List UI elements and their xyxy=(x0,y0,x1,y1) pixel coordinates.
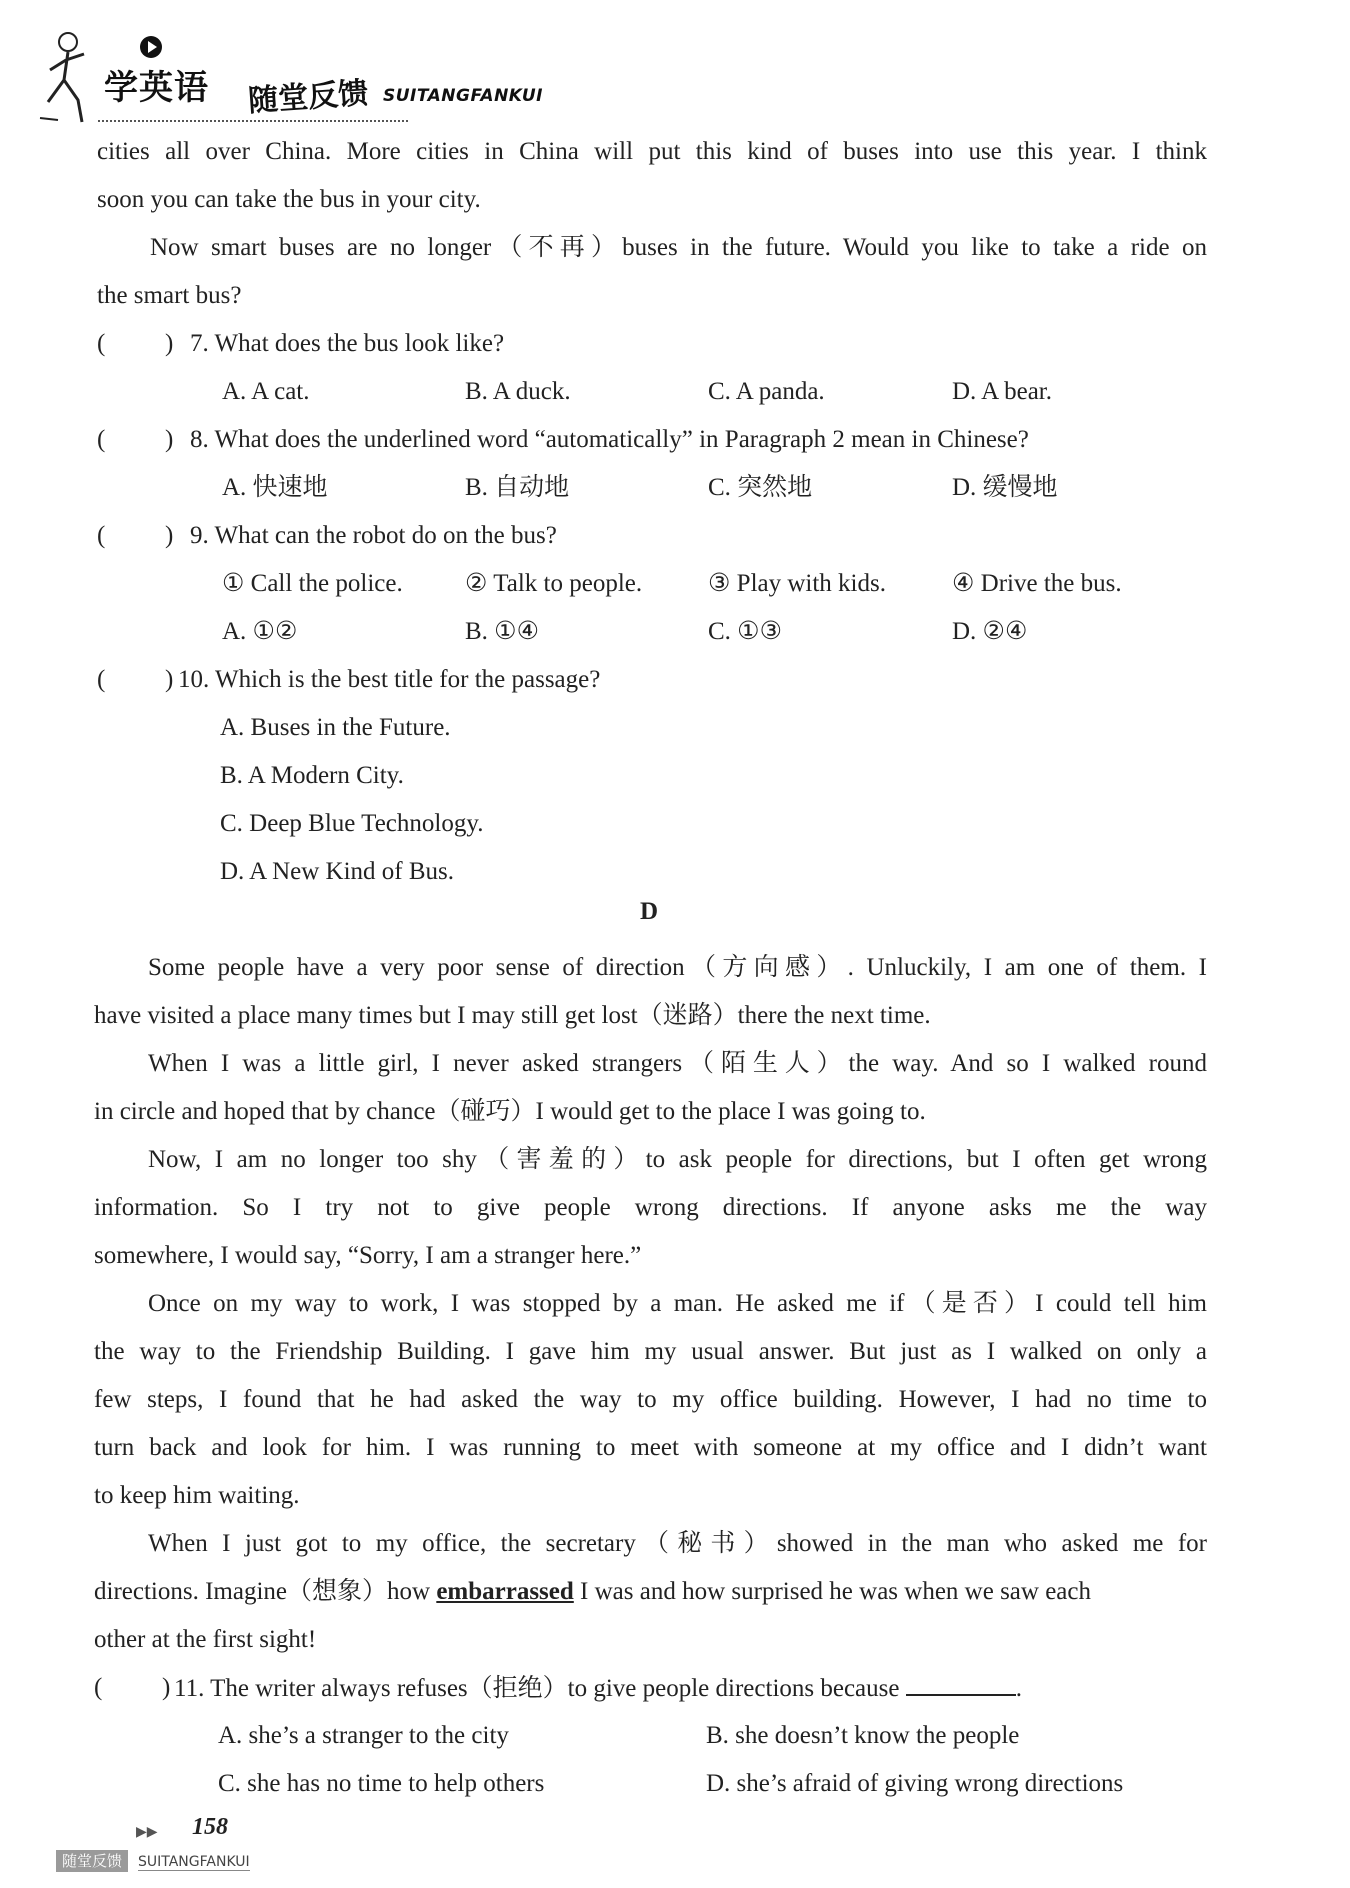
option-d: D. A bear. xyxy=(952,378,1052,405)
stem-end: . xyxy=(1015,1675,1022,1702)
text-line: Now smart buses are no longer（不再）buses in the future. Would you like to take a ride on xyxy=(150,234,1207,261)
answer-paren-open[interactable]: ( xyxy=(94,1674,103,1701)
arrow-icon: ▶▶ xyxy=(136,1824,158,1840)
brand-title: 学英语 xyxy=(104,68,209,108)
option-a: A. A cat. xyxy=(222,378,310,405)
answer-paren-open[interactable]: ( xyxy=(97,426,106,453)
text-line: to keep him waiting. xyxy=(94,1482,300,1509)
play-icon xyxy=(140,36,162,58)
answer-paren-open[interactable]: ( xyxy=(97,666,106,693)
option-b: B. A Modern City. xyxy=(220,762,404,789)
answer-blank[interactable] xyxy=(906,1672,1016,1696)
question-stem: 10. Which is the best title for the passage? xyxy=(178,666,601,693)
option-b: B. ①④ xyxy=(465,618,539,645)
answer-paren-open[interactable]: ( xyxy=(97,330,106,357)
text-line: cities all over China. More cities in China will put this kind of buses into use this year. I think xyxy=(97,138,1207,165)
text-line-with-underline xyxy=(94,1576,1207,1608)
option-a: A. she’s a stranger to the city xyxy=(218,1722,509,1749)
text-line: When I was a little girl, I never asked strangers（陌生人）the way. And so I walked round xyxy=(148,1050,1207,1077)
option-a: A. 快速地 xyxy=(222,474,328,501)
text-line: somewhere, I would say, “Sorry, I am a stranger here.” xyxy=(94,1242,642,1269)
footer-tag-english: SUITANGFANKUI xyxy=(138,1854,250,1870)
answer-paren-open[interactable]: ( xyxy=(97,522,106,549)
question-stem: 7. What does the bus look like? xyxy=(190,330,505,357)
question-stem xyxy=(174,1672,1022,1705)
header-dotted-rule xyxy=(98,120,408,122)
text-line: When I just got to my office, the secretary（秘书）showed in the man who asked me for xyxy=(148,1530,1207,1557)
brand-english: SUITANGFANKUI xyxy=(383,86,543,106)
footer-tag: 随堂反馈 xyxy=(56,1850,128,1872)
text-line: Some people have a very poor sense of direction（方向感）. Unluckily, I am one of them. I xyxy=(148,954,1207,981)
choice-1: ① Call the police. xyxy=(222,570,403,597)
choice-3: ③ Play with kids. xyxy=(708,570,886,597)
option-b: B. 自动地 xyxy=(465,474,570,501)
option-d: D. ②④ xyxy=(952,618,1028,645)
text-line: soon you can take the bus in your city. xyxy=(97,186,481,213)
answer-paren-close: ) xyxy=(165,330,174,357)
underlined-word: embarrassed xyxy=(436,1578,574,1605)
option-b: B. A duck. xyxy=(465,378,571,405)
option-d: D. she’s afraid of giving wrong directions xyxy=(706,1770,1124,1797)
question-stem: 9. What can the robot do on the bus? xyxy=(190,522,557,549)
text-line: few steps, I found that he had asked the way to my office building. However, I had no time to xyxy=(94,1386,1207,1413)
option-b: B. she doesn’t know the people xyxy=(706,1722,1020,1749)
page-number: 158 xyxy=(192,1814,228,1840)
option-d: D. 缓慢地 xyxy=(952,474,1058,501)
text-line: the smart bus? xyxy=(97,282,242,309)
choice-4: ④ Drive the bus. xyxy=(952,570,1122,597)
option-a: A. ①② xyxy=(222,618,298,645)
text-fragment: I was and how surprised he was when we saw each xyxy=(580,1578,1091,1605)
option-c: C. Deep Blue Technology. xyxy=(220,810,484,837)
answer-paren-close: ) xyxy=(165,426,174,453)
text-line: other at the first sight! xyxy=(94,1626,317,1653)
option-c: C. A panda. xyxy=(708,378,825,405)
answer-paren-close: ) xyxy=(165,666,174,693)
choice-2: ② Talk to people. xyxy=(465,570,643,597)
option-c: C. she has no time to help others xyxy=(218,1770,545,1797)
section-heading: D xyxy=(640,898,659,925)
answer-paren-close: ) xyxy=(162,1674,171,1701)
text-line: have visited a place many times but I may still get lost（迷路）there the next time. xyxy=(94,1002,931,1029)
option-d: D. A New Kind of Bus. xyxy=(220,858,455,885)
answer-paren-close: ) xyxy=(165,522,174,549)
text-fragment: directions. Imagine（想象）how xyxy=(94,1578,431,1605)
text-line: Now, I am no longer too shy（害羞的）to ask people for directions, but I often get wrong xyxy=(148,1146,1207,1173)
page-footer xyxy=(56,1810,356,1880)
option-c: C. 突然地 xyxy=(708,474,813,501)
text-line: information. So I try not to give people wrong directions. If anyone asks me the way xyxy=(94,1194,1207,1221)
page-header xyxy=(38,28,558,128)
text-line: Once on my way to work, I was stopped by a man. He asked me if（是否）I could tell him xyxy=(148,1290,1207,1317)
runner-logo-icon xyxy=(38,28,98,124)
text-line: the way to the Friendship Building. I gave him my usual answer. But just as I walked on only a xyxy=(94,1338,1207,1365)
brand-subtitle: 随堂反馈 xyxy=(247,75,370,120)
option-c: C. ①③ xyxy=(708,618,782,645)
text-line: in circle and hoped that by chance（碰巧）I would get to the place I was going to. xyxy=(94,1098,926,1125)
stem-text: 11. The writer always refuses（拒绝）to give people directions because xyxy=(174,1675,900,1702)
text-line: turn back and look for him. I was running to meet with someone at my office and I didn’t want xyxy=(94,1434,1207,1461)
option-a: A. Buses in the Future. xyxy=(220,714,451,741)
question-stem: 8. What does the underlined word “automatically” in Paragraph 2 mean in Chinese? xyxy=(190,426,1029,453)
